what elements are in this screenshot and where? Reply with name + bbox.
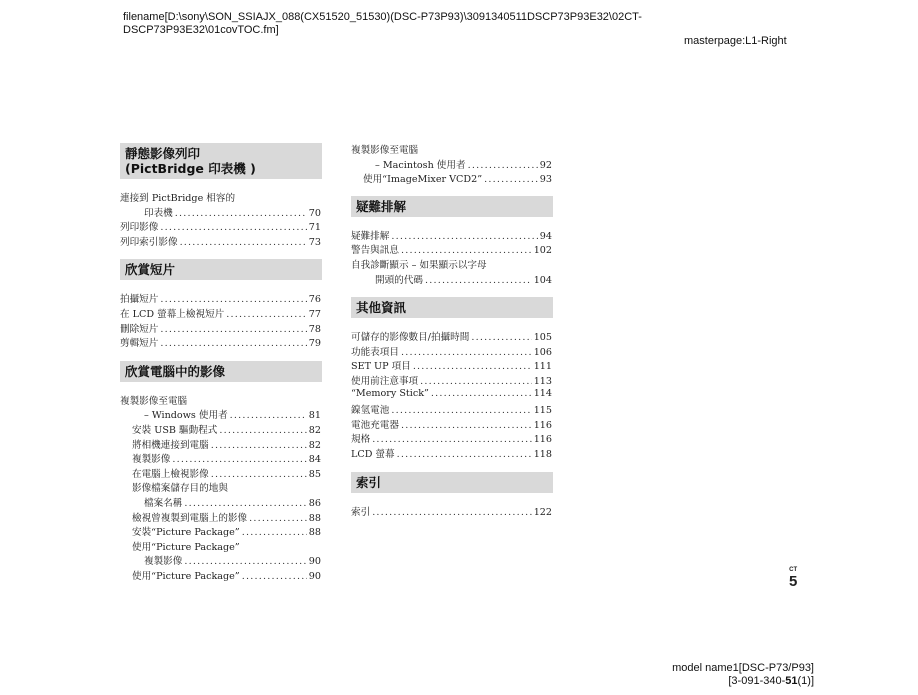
toc-entry-text: 將相機連接到電腦 [132,439,209,451]
toc-entry [120,553,321,568]
dot-leader [242,571,307,582]
toc-page-number: 82 [308,424,321,436]
model-name: model name1[DSC-P73/P93] [672,662,814,674]
masterpage-label: masterpage:L1-Right [684,35,787,47]
toc-page-number: 113 [533,375,552,387]
toc-page-number: 90 [308,556,321,568]
toc-entry [120,234,321,249]
toc-page-number: 115 [533,405,552,417]
toc-entry-text: 使用“ImageMixer VCD2” [363,174,483,186]
dot-leader [425,275,532,286]
page-number [789,567,797,589]
toc-entry [351,344,552,359]
toc-entry-text: – Windows 使用者 [144,410,228,422]
dot-leader [219,425,306,436]
dot-leader [160,338,306,349]
toc-entry [351,373,552,388]
dot-leader [372,507,532,518]
toc-entry-text: 複製影像至電腦 [351,145,419,156]
toc-entry-text: 開頭的代碼 [375,274,423,286]
toc-entry-text: – Macintosh 使用者 [375,159,466,171]
toc-entry-text: LCD 螢幕 [351,448,395,460]
toc-page-number: 106 [533,346,552,358]
toc-page-number: 111 [533,361,552,373]
toc-entry [351,358,552,373]
toc-page-number: 71 [308,222,321,234]
toc-entry-text: 可儲存的影像數目/拍攝時間 [351,332,470,344]
dot-leader [401,347,532,358]
dot-leader [372,434,532,445]
toc-entry [120,510,321,525]
toc-entry-text: 複製影像 [144,556,183,568]
toc-entry-text: 列印影像 [120,222,159,234]
dot-leader [401,245,532,256]
toc-section-1 [120,291,321,349]
toc-entry [120,437,321,452]
toc-entry [120,306,321,321]
toc-entry-text: 檔案名稱 [144,497,183,509]
toc-page-number: 114 [533,387,552,399]
toc-entry [120,524,321,539]
language-code: CT [789,567,798,573]
section-title: 索引 [351,472,553,493]
toc-entry [351,446,552,461]
toc-entry [351,242,552,257]
toc-entry [120,335,321,350]
dot-leader [484,174,538,185]
toc-entry [120,451,321,466]
toc-entry-text: 印表機 [144,207,173,219]
toc-entry-text: 剪輯短片 [120,338,159,350]
toc-entry [351,329,552,344]
toc-entry-text: 警告與訊息 [351,245,399,257]
dot-leader [249,513,307,524]
toc-entry-text: 安裝“Picture Package” [132,527,240,539]
dot-leader [242,527,307,538]
toc-page-number: 122 [533,506,552,518]
toc-entry-text: 複製影像至電腦 [120,395,188,407]
toc-section-5 [351,329,552,460]
toc-entry [351,257,552,272]
dot-leader [211,440,307,451]
filename-header: filename[D:\sony\SON_SSIAJX_088(CX51520_51530)(DSC-P73P93)\3091340511DSCP73P93E32\02CT-DSCP73P93E32\01covTOC.fm] [123,11,642,36]
toc-entry [351,142,552,157]
toc-entry [120,495,321,510]
toc-page-number: 90 [308,570,321,582]
toc-entry-text: 拍攝短片 [120,294,159,306]
toc-entry [351,417,552,432]
toc-page-number: 93 [539,174,552,186]
toc-entry-text: 安裝 USB 驅動程式 [132,424,218,436]
dot-leader [391,231,537,242]
toc-entry-text: 自我診斷顯示 – 如果顯示以字母 [351,259,487,271]
toc-page-number: 70 [308,207,321,219]
toc-page-number: 116 [533,419,552,431]
toc-entry-text: 電池充電器 [351,419,399,431]
toc-page-number: 105 [533,332,552,344]
toc-page-number: 116 [533,434,552,446]
dot-leader [420,376,532,387]
toc-page-number: 94 [539,230,552,242]
toc-page-number: 82 [308,439,321,451]
page-number-value: 5 [789,573,798,590]
toc-left-column [120,143,321,593]
toc-entry-text: SET UP 項目 [351,361,411,373]
dot-leader [413,361,532,372]
toc-page-number: 118 [533,448,552,460]
dot-leader [211,469,307,480]
toc-entry [351,157,552,172]
toc-entry [120,205,321,220]
toc-page-number: 104 [533,274,552,286]
toc-section-6 [351,504,552,519]
toc-page-number: 88 [308,512,321,524]
toc-entry [120,321,321,336]
section-title: 其他資訊 [351,297,553,318]
toc-entry [351,228,552,243]
dot-leader [401,420,532,431]
toc-entry-text: 檢視曾複製到電腦上的影像 [132,512,248,524]
dot-leader [468,160,538,171]
toc-entry [351,431,552,446]
toc-entry-text: 在 LCD 螢幕上檢視短片 [120,308,225,320]
toc-page-number: 76 [308,294,321,306]
dot-leader [172,454,306,465]
dot-leader [180,237,307,248]
dot-leader [184,498,306,509]
section-title: 欣賞電腦中的影像 [120,361,322,382]
toc-entry-text: 連接到 PictBridge 相容的 [120,193,236,204]
toc-entry [351,388,552,403]
dot-leader [160,222,306,233]
dot-leader [184,556,306,567]
dot-leader [226,309,307,320]
toc-entry-text: 索引 [351,506,371,518]
toc-entry-text: 影像檔案儲存目的地與 [132,483,228,495]
toc-entry [120,422,321,437]
toc-entry [351,402,552,417]
toc-section-2 [120,393,321,583]
toc-section-4 [351,228,552,286]
toc-page-number: 73 [308,236,321,248]
toc-section-3 [351,142,552,186]
dot-leader [471,332,531,343]
toc-entry-text: “Memory Stick” [351,387,429,399]
dot-leader [230,410,307,421]
toc-entry [120,407,321,422]
toc-entry-text: 規格 [351,434,371,446]
section-title: 欣賞短片 [120,259,322,280]
toc-page-number: 78 [308,323,321,335]
toc-page-number: 102 [533,245,552,257]
toc-entry [351,504,552,519]
toc-entry [351,171,552,186]
dot-leader [431,388,532,399]
toc-entry-text: 刪除短片 [120,323,159,335]
toc-entry-text: 使用“Picture Package” [132,541,240,553]
toc-entry-text: 列印索引影像 [120,236,178,248]
toc-entry [120,466,321,481]
toc-entry [351,272,552,287]
dot-leader [160,294,306,305]
toc-page-number: 77 [308,308,321,320]
part-code: [3-091-340-51(1)] [728,675,814,687]
toc-page-number: 92 [539,159,552,171]
toc-entry [120,190,321,205]
toc-entry-text: 使用前注意事項 [351,375,419,387]
toc-entry [120,568,321,583]
toc-entry-text: 複製影像 [132,454,171,466]
toc-right-column [351,142,552,529]
toc-page-number: 81 [308,410,321,422]
model-footer [672,662,814,688]
toc-entry [120,219,321,234]
toc-entry-text: 在電腦上檢視影像 [132,468,209,480]
toc-entry [120,291,321,306]
toc-entry-text: 鎳氫電池 [351,405,390,417]
toc-section-0 [120,190,321,248]
toc-entry [120,480,321,495]
toc-entry-text: 疑難排解 [351,230,390,242]
section-title: 靜態影像列印 (PictBridge 印表機 ) [120,143,322,179]
dot-leader [160,324,306,335]
section-title: 疑難排解 [351,196,553,217]
toc-entry-text: 功能表項目 [351,346,399,358]
toc-page-number: 86 [308,497,321,509]
toc-page-number: 79 [308,338,321,350]
toc-page-number: 88 [308,527,321,539]
dot-leader [175,208,307,219]
dot-leader [391,405,531,416]
dot-leader [397,449,532,460]
toc-entry [120,539,321,554]
toc-page-number: 84 [308,454,321,466]
toc-entry [120,393,321,408]
toc-page-number: 85 [308,468,321,480]
toc-entry-text: 使用“Picture Package” [132,570,240,582]
